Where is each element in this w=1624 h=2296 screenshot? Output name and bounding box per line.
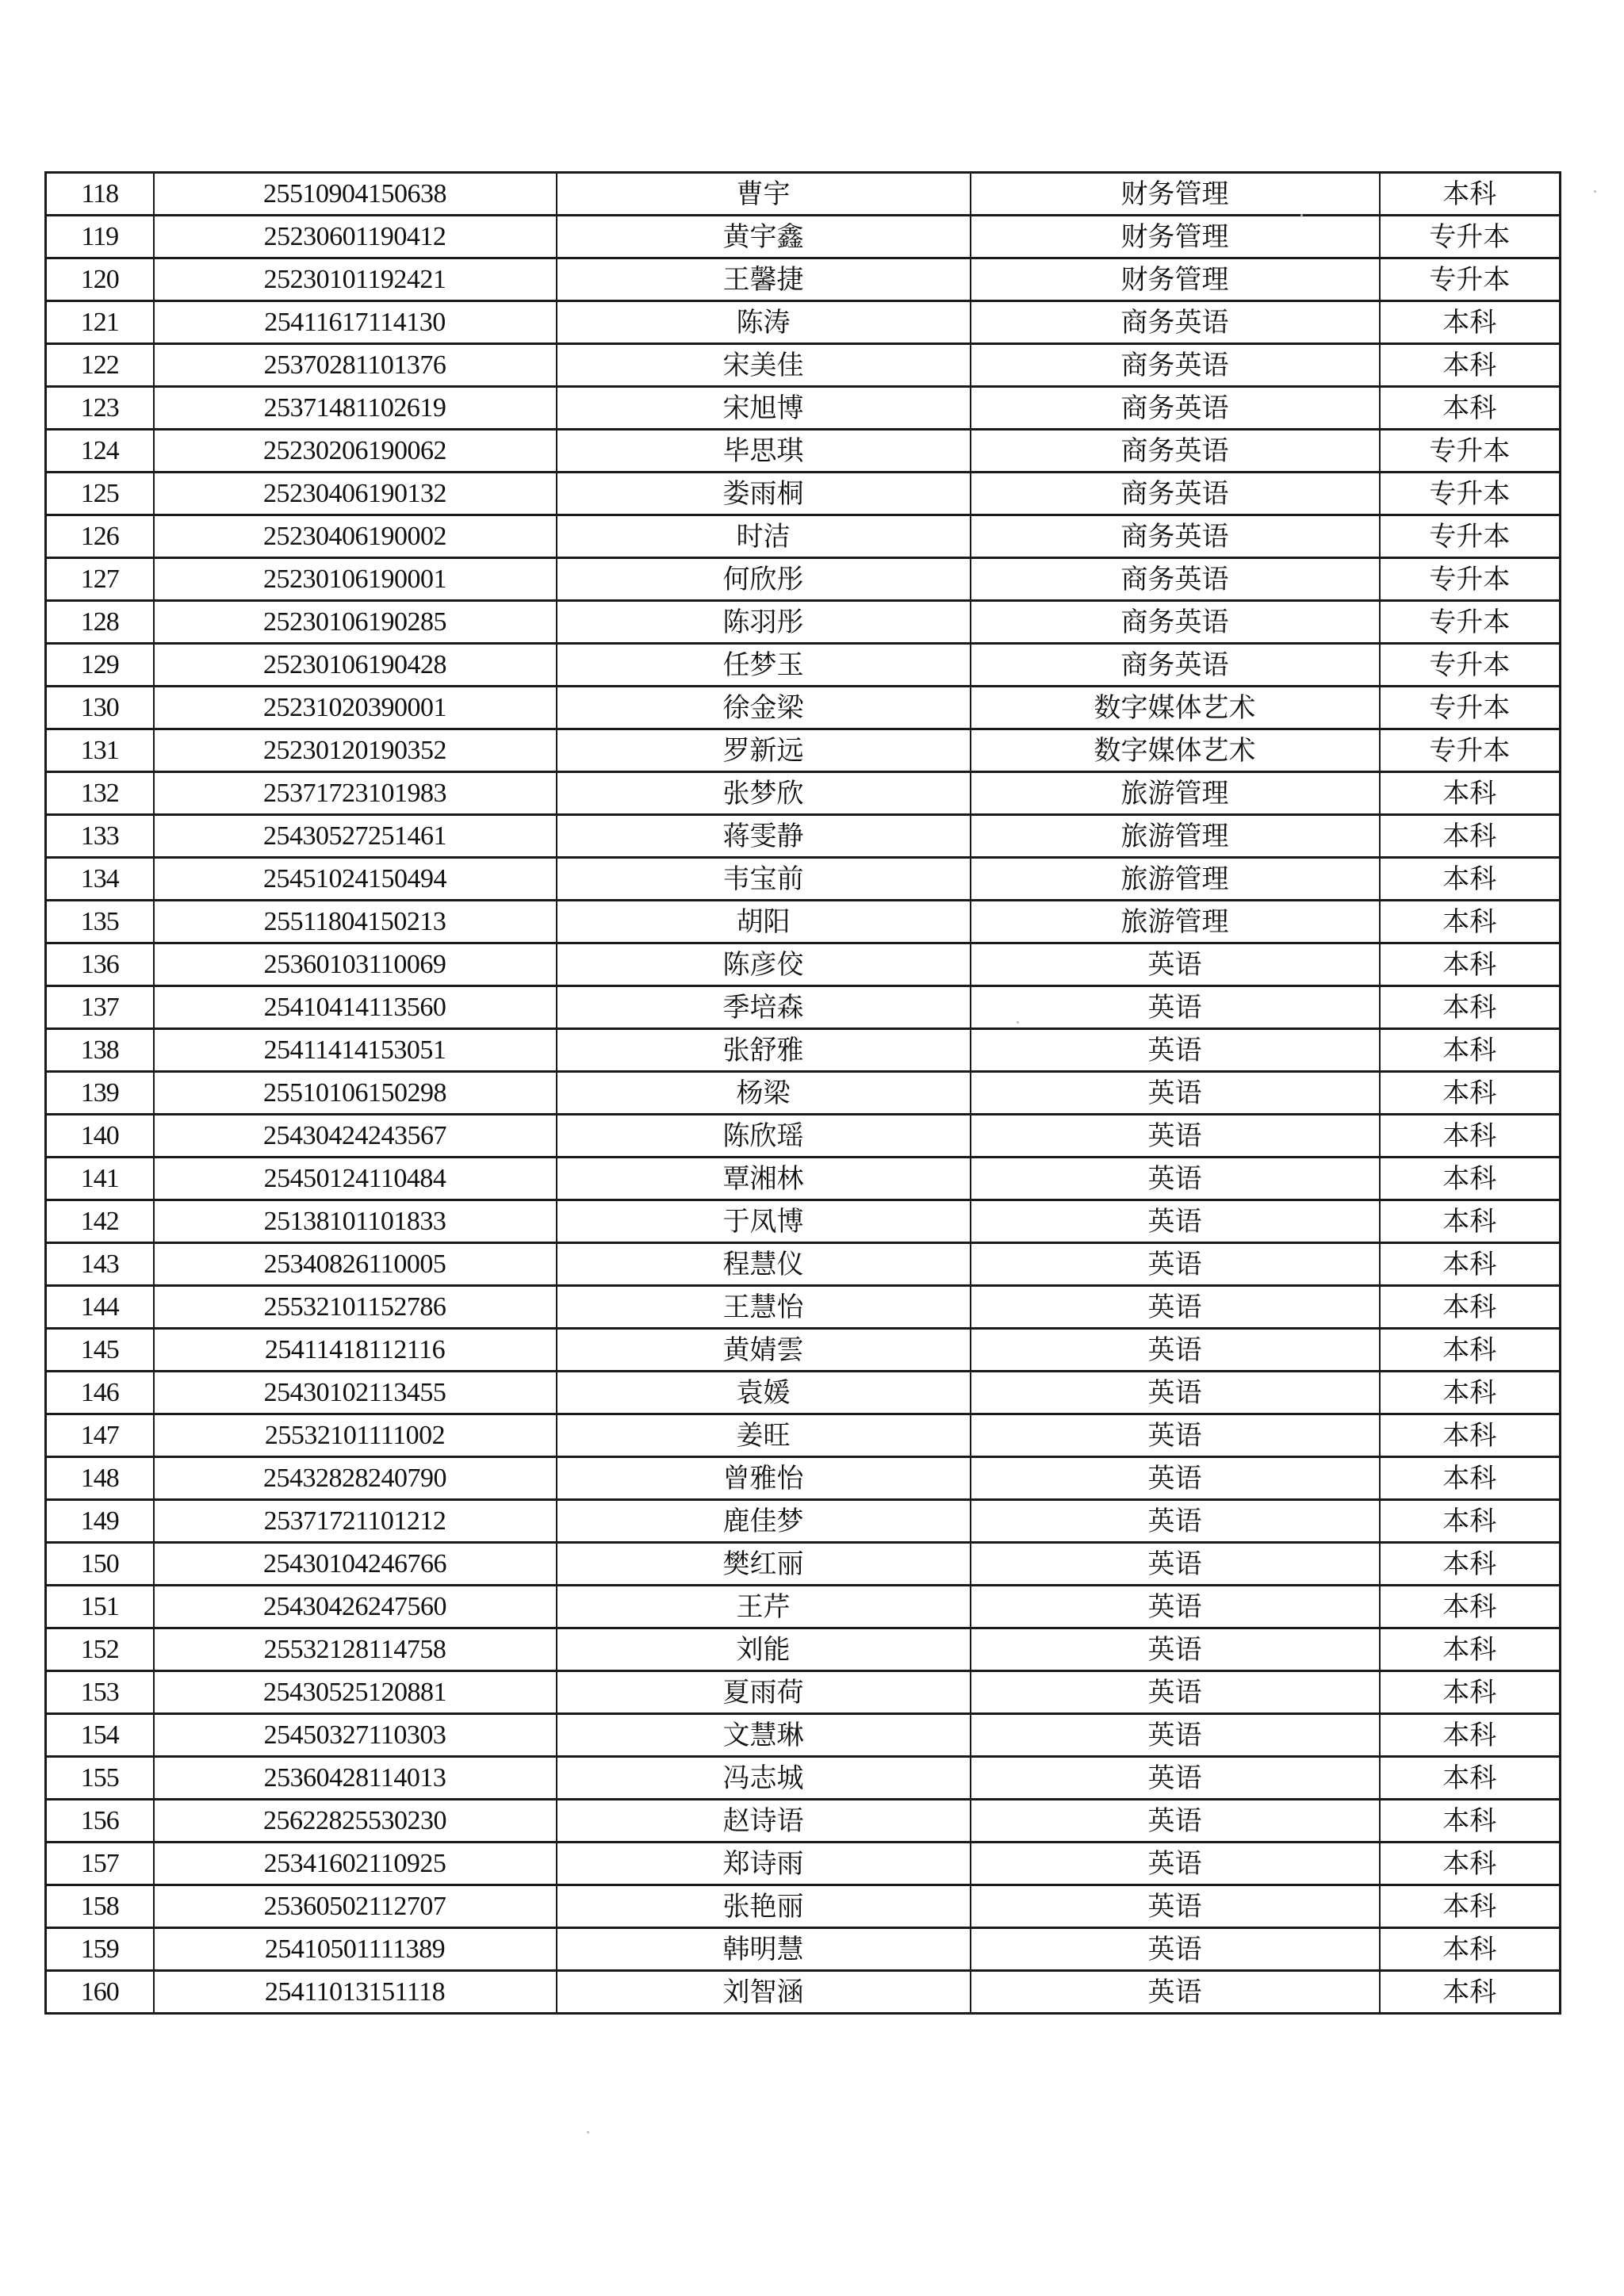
major-cell: 英语 [971, 943, 1380, 986]
student-name-cell: 陈彦佼 [557, 943, 971, 986]
major-cell: 财务管理 [971, 173, 1380, 216]
student-name-cell: 黄宇鑫 [557, 216, 971, 258]
student-name-cell: 王馨捷 [557, 258, 971, 301]
table-row [46, 473, 1561, 515]
major-cell: 英语 [971, 1158, 1380, 1200]
row-number-cell: 138 [46, 1029, 154, 1072]
student-id-cell: 25430102113455 [154, 1372, 557, 1414]
study-level-cell: 本科 [1380, 301, 1561, 344]
study-level-cell: 专升本 [1380, 644, 1561, 687]
major-cell: 英语 [971, 1714, 1380, 1757]
study-level-cell: 专升本 [1380, 473, 1561, 515]
table-row [46, 1928, 1561, 1971]
study-level-cell: 本科 [1380, 1628, 1561, 1671]
table-row [46, 858, 1561, 901]
table-row [46, 1158, 1561, 1200]
row-number-cell: 133 [46, 815, 154, 858]
study-level-cell: 本科 [1380, 943, 1561, 986]
student-name-cell: 刘能 [557, 1628, 971, 1671]
study-level-cell: 本科 [1380, 1971, 1561, 2014]
table-row [46, 387, 1561, 430]
student-name-cell: 王芹 [557, 1586, 971, 1628]
student-id-cell: 25371723101983 [154, 772, 557, 815]
table-row [46, 1115, 1561, 1158]
table-row [46, 1372, 1561, 1414]
table-row [46, 687, 1561, 729]
student-id-cell: 25230406190132 [154, 473, 557, 515]
study-level-cell: 专升本 [1380, 601, 1561, 644]
table-row [46, 1029, 1561, 1072]
student-name-cell: 罗新远 [557, 729, 971, 772]
row-number-cell: 129 [46, 644, 154, 687]
row-number-cell: 156 [46, 1800, 154, 1843]
student-id-cell: 25430426247560 [154, 1586, 557, 1628]
student-id-cell: 25360502112707 [154, 1885, 557, 1928]
table-row [46, 601, 1561, 644]
row-number-cell: 141 [46, 1158, 154, 1200]
student-name-cell: 何欣彤 [557, 558, 971, 601]
row-number-cell: 154 [46, 1714, 154, 1757]
row-number-cell: 118 [46, 173, 154, 216]
student-id-cell: 25230106190285 [154, 601, 557, 644]
student-id-cell: 25230406190002 [154, 515, 557, 558]
student-name-cell: 蒋雯静 [557, 815, 971, 858]
row-number-cell: 135 [46, 901, 154, 943]
student-name-cell: 张艳丽 [557, 1885, 971, 1928]
student-name-cell: 文慧琳 [557, 1714, 971, 1757]
study-level-cell: 专升本 [1380, 687, 1561, 729]
row-number-cell: 137 [46, 986, 154, 1029]
major-cell: 英语 [971, 1586, 1380, 1628]
study-level-cell: 本科 [1380, 1329, 1561, 1372]
study-level-cell: 本科 [1380, 1928, 1561, 1971]
major-cell: 英语 [971, 1243, 1380, 1286]
student-name-cell: 刘智涵 [557, 1971, 971, 2014]
study-level-cell: 专升本 [1380, 558, 1561, 601]
row-number-cell: 140 [46, 1115, 154, 1158]
major-cell: 旅游管理 [971, 901, 1380, 943]
student-roster-table [44, 171, 1561, 2015]
student-id-cell: 25511804150213 [154, 901, 557, 943]
study-level-cell: 本科 [1380, 1158, 1561, 1200]
student-id-cell: 25430525120881 [154, 1671, 557, 1714]
table-row [46, 1457, 1561, 1500]
student-name-cell: 徐金梁 [557, 687, 971, 729]
row-number-cell: 149 [46, 1500, 154, 1543]
table-row [46, 1243, 1561, 1286]
student-id-cell: 25411414153051 [154, 1029, 557, 1072]
table-row [46, 644, 1561, 687]
row-number-cell: 155 [46, 1757, 154, 1800]
row-number-cell: 150 [46, 1543, 154, 1586]
study-level-cell: 本科 [1380, 1543, 1561, 1586]
table-row [46, 1757, 1561, 1800]
student-id-cell: 25622825530230 [154, 1800, 557, 1843]
study-level-cell: 专升本 [1380, 515, 1561, 558]
study-level-cell: 本科 [1380, 1072, 1561, 1115]
student-id-cell: 25230601190412 [154, 216, 557, 258]
major-cell: 英语 [971, 1757, 1380, 1800]
student-name-cell: 郑诗雨 [557, 1843, 971, 1885]
student-name-cell: 陈涛 [557, 301, 971, 344]
study-level-cell: 本科 [1380, 1586, 1561, 1628]
student-name-cell: 宋美佳 [557, 344, 971, 387]
major-cell: 英语 [971, 1628, 1380, 1671]
study-level-cell: 本科 [1380, 1372, 1561, 1414]
major-cell: 旅游管理 [971, 815, 1380, 858]
student-name-cell: 王慧怡 [557, 1286, 971, 1329]
student-id-cell: 25411418112116 [154, 1329, 557, 1372]
row-number-cell: 144 [46, 1286, 154, 1329]
row-number-cell: 119 [46, 216, 154, 258]
study-level-cell: 本科 [1380, 1286, 1561, 1329]
row-number-cell: 124 [46, 430, 154, 473]
major-cell: 旅游管理 [971, 772, 1380, 815]
row-number-cell: 132 [46, 772, 154, 815]
table-row [46, 558, 1561, 601]
table-row [46, 1671, 1561, 1714]
student-id-cell: 25370281101376 [154, 344, 557, 387]
study-level-cell: 本科 [1380, 815, 1561, 858]
student-name-cell: 樊红丽 [557, 1543, 971, 1586]
student-name-cell: 冯志城 [557, 1757, 971, 1800]
student-id-cell: 25371721101212 [154, 1500, 557, 1543]
study-level-cell: 本科 [1380, 1500, 1561, 1543]
major-cell: 英语 [971, 1971, 1380, 2014]
student-name-cell: 夏雨荷 [557, 1671, 971, 1714]
study-level-cell: 本科 [1380, 1200, 1561, 1243]
table-row [46, 1329, 1561, 1372]
row-number-cell: 160 [46, 1971, 154, 2014]
study-level-cell: 专升本 [1380, 216, 1561, 258]
major-cell: 商务英语 [971, 301, 1380, 344]
student-name-cell: 覃湘林 [557, 1158, 971, 1200]
student-name-cell: 张舒雅 [557, 1029, 971, 1072]
study-level-cell: 本科 [1380, 1243, 1561, 1286]
major-cell: 英语 [971, 1800, 1380, 1843]
student-name-cell: 陈羽彤 [557, 601, 971, 644]
major-cell: 商务英语 [971, 558, 1380, 601]
row-number-cell: 128 [46, 601, 154, 644]
row-number-cell: 146 [46, 1372, 154, 1414]
student-name-cell: 程慧仪 [557, 1243, 971, 1286]
study-level-cell: 本科 [1380, 344, 1561, 387]
student-name-cell: 姜旺 [557, 1414, 971, 1457]
scan-speck [1594, 190, 1596, 193]
student-id-cell: 25430527251461 [154, 815, 557, 858]
student-id-cell: 25430424243567 [154, 1115, 557, 1158]
student-id-cell: 25340826110005 [154, 1243, 557, 1286]
table-row [46, 1586, 1561, 1628]
major-cell: 数字媒体艺术 [971, 687, 1380, 729]
student-id-cell: 25450327110303 [154, 1714, 557, 1757]
student-id-cell: 25410501111389 [154, 1928, 557, 1971]
student-id-cell: 25510106150298 [154, 1072, 557, 1115]
major-cell: 英语 [971, 1928, 1380, 1971]
student-name-cell: 季培森 [557, 986, 971, 1029]
student-id-cell: 25230106190001 [154, 558, 557, 601]
student-id-cell: 25430104246766 [154, 1543, 557, 1586]
major-cell: 英语 [971, 1843, 1380, 1885]
student-id-cell: 25230101192421 [154, 258, 557, 301]
major-cell: 英语 [971, 1286, 1380, 1329]
row-number-cell: 131 [46, 729, 154, 772]
row-number-cell: 127 [46, 558, 154, 601]
row-number-cell: 157 [46, 1843, 154, 1885]
study-level-cell: 本科 [1380, 901, 1561, 943]
student-id-cell: 25532101111002 [154, 1414, 557, 1457]
study-level-cell: 本科 [1380, 1714, 1561, 1757]
student-id-cell: 25231020390001 [154, 687, 557, 729]
study-level-cell: 本科 [1380, 387, 1561, 430]
row-number-cell: 122 [46, 344, 154, 387]
major-cell: 商务英语 [971, 473, 1380, 515]
student-id-cell: 25451024150494 [154, 858, 557, 901]
row-number-cell: 126 [46, 515, 154, 558]
student-name-cell: 黄婧雲 [557, 1329, 971, 1372]
study-level-cell: 专升本 [1380, 430, 1561, 473]
table-row [46, 1843, 1561, 1885]
major-cell: 商务英语 [971, 644, 1380, 687]
row-number-cell: 123 [46, 387, 154, 430]
study-level-cell: 本科 [1380, 173, 1561, 216]
table-row [46, 772, 1561, 815]
table-row [46, 1800, 1561, 1843]
row-number-cell: 120 [46, 258, 154, 301]
study-level-cell: 本科 [1380, 986, 1561, 1029]
study-level-cell: 本科 [1380, 1800, 1561, 1843]
major-cell: 商务英语 [971, 601, 1380, 644]
student-name-cell: 曹宇 [557, 173, 971, 216]
student-name-cell: 鹿佳梦 [557, 1500, 971, 1543]
major-cell: 英语 [971, 1500, 1380, 1543]
student-name-cell: 胡阳 [557, 901, 971, 943]
student-id-cell: 25230106190428 [154, 644, 557, 687]
student-name-cell: 袁媛 [557, 1372, 971, 1414]
student-id-cell: 25411013151118 [154, 1971, 557, 2014]
table-row [46, 986, 1561, 1029]
row-number-cell: 147 [46, 1414, 154, 1457]
student-name-cell: 赵诗语 [557, 1800, 971, 1843]
roster-body [46, 173, 1561, 2014]
study-level-cell: 专升本 [1380, 258, 1561, 301]
table-row [46, 1885, 1561, 1928]
study-level-cell: 本科 [1380, 1671, 1561, 1714]
row-number-cell: 143 [46, 1243, 154, 1286]
major-cell: 英语 [971, 1671, 1380, 1714]
row-number-cell: 130 [46, 687, 154, 729]
study-level-cell: 本科 [1380, 1414, 1561, 1457]
major-cell: 英语 [971, 1543, 1380, 1586]
table-row [46, 1714, 1561, 1757]
student-id-cell: 25532101152786 [154, 1286, 557, 1329]
major-cell: 英语 [971, 1072, 1380, 1115]
row-number-cell: 153 [46, 1671, 154, 1714]
row-number-cell: 121 [46, 301, 154, 344]
student-name-cell: 娄雨桐 [557, 473, 971, 515]
table-row [46, 901, 1561, 943]
student-name-cell: 韦宝前 [557, 858, 971, 901]
table-row [46, 344, 1561, 387]
table-row [46, 1628, 1561, 1671]
table-row [46, 1414, 1561, 1457]
major-cell: 商务英语 [971, 515, 1380, 558]
major-cell: 英语 [971, 1885, 1380, 1928]
scan-speck [587, 2131, 589, 2133]
student-id-cell: 25411617114130 [154, 301, 557, 344]
student-id-cell: 25230120190352 [154, 729, 557, 772]
student-name-cell: 韩明慧 [557, 1928, 971, 1971]
student-id-cell: 25371481102619 [154, 387, 557, 430]
study-level-cell: 本科 [1380, 1457, 1561, 1500]
major-cell: 英语 [971, 1457, 1380, 1500]
student-id-cell: 25510904150638 [154, 173, 557, 216]
study-level-cell: 本科 [1380, 1843, 1561, 1885]
table-row [46, 1543, 1561, 1586]
student-name-cell: 于凤博 [557, 1200, 971, 1243]
table-row [46, 1971, 1561, 2014]
row-number-cell: 152 [46, 1628, 154, 1671]
table-row [46, 815, 1561, 858]
major-cell: 英语 [971, 986, 1380, 1029]
major-cell: 财务管理 [971, 258, 1380, 301]
study-level-cell: 本科 [1380, 1115, 1561, 1158]
scan-speck [1300, 214, 1303, 216]
student-name-cell: 时洁 [557, 515, 971, 558]
student-id-cell: 25432828240790 [154, 1457, 557, 1500]
student-name-cell: 张梦欣 [557, 772, 971, 815]
student-id-cell: 25138101101833 [154, 1200, 557, 1243]
row-number-cell: 148 [46, 1457, 154, 1500]
study-level-cell: 本科 [1380, 1757, 1561, 1800]
table-row [46, 943, 1561, 986]
student-name-cell: 任梦玉 [557, 644, 971, 687]
major-cell: 旅游管理 [971, 858, 1380, 901]
student-id-cell: 25360428114013 [154, 1757, 557, 1800]
study-level-cell: 本科 [1380, 772, 1561, 815]
row-number-cell: 139 [46, 1072, 154, 1115]
row-number-cell: 151 [46, 1586, 154, 1628]
row-number-cell: 125 [46, 473, 154, 515]
row-number-cell: 145 [46, 1329, 154, 1372]
row-number-cell: 159 [46, 1928, 154, 1971]
row-number-cell: 142 [46, 1200, 154, 1243]
table-row [46, 1200, 1561, 1243]
study-level-cell: 专升本 [1380, 729, 1561, 772]
row-number-cell: 136 [46, 943, 154, 986]
table-row [46, 1286, 1561, 1329]
major-cell: 数字媒体艺术 [971, 729, 1380, 772]
table-row [46, 216, 1561, 258]
table-row [46, 173, 1561, 216]
major-cell: 英语 [971, 1115, 1380, 1158]
student-name-cell: 曾雅怡 [557, 1457, 971, 1500]
scan-speck [1017, 1021, 1019, 1024]
table-row [46, 515, 1561, 558]
study-level-cell: 本科 [1380, 858, 1561, 901]
major-cell: 英语 [971, 1414, 1380, 1457]
major-cell: 商务英语 [971, 430, 1380, 473]
table-row [46, 1500, 1561, 1543]
major-cell: 财务管理 [971, 216, 1380, 258]
student-name-cell: 陈欣瑶 [557, 1115, 971, 1158]
student-id-cell: 25410414113560 [154, 986, 557, 1029]
table-row [46, 1072, 1561, 1115]
table-row [46, 258, 1561, 301]
student-name-cell: 杨梁 [557, 1072, 971, 1115]
student-name-cell: 毕思琪 [557, 430, 971, 473]
study-level-cell: 本科 [1380, 1029, 1561, 1072]
major-cell: 英语 [971, 1329, 1380, 1372]
student-id-cell: 25341602110925 [154, 1843, 557, 1885]
row-number-cell: 134 [46, 858, 154, 901]
major-cell: 英语 [971, 1200, 1380, 1243]
table-row [46, 729, 1561, 772]
major-cell: 英语 [971, 1029, 1380, 1072]
student-id-cell: 25360103110069 [154, 943, 557, 986]
major-cell: 英语 [971, 1372, 1380, 1414]
student-id-cell: 25450124110484 [154, 1158, 557, 1200]
table-row [46, 430, 1561, 473]
row-number-cell: 158 [46, 1885, 154, 1928]
student-id-cell: 25230206190062 [154, 430, 557, 473]
major-cell: 商务英语 [971, 387, 1380, 430]
student-name-cell: 宋旭博 [557, 387, 971, 430]
student-id-cell: 25532128114758 [154, 1628, 557, 1671]
study-level-cell: 本科 [1380, 1885, 1561, 1928]
table-row [46, 301, 1561, 344]
major-cell: 商务英语 [971, 344, 1380, 387]
